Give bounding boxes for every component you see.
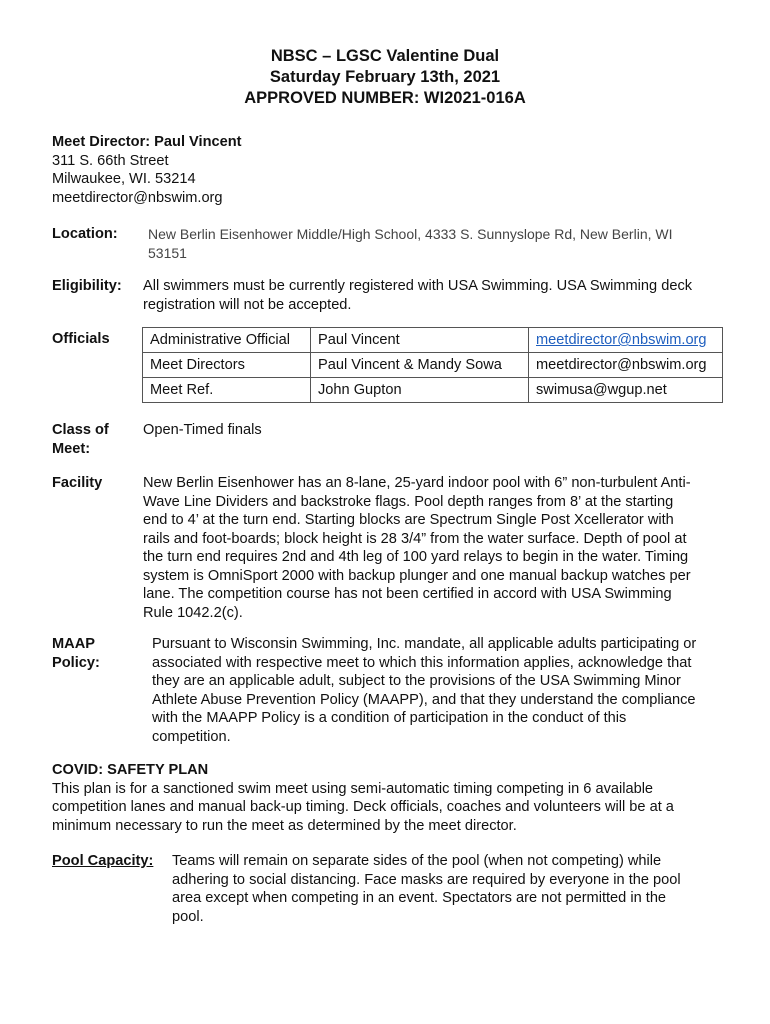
maap-label-line: MAAP bbox=[52, 636, 95, 652]
meet-director-name: Meet Director: Paul Vincent bbox=[52, 134, 242, 150]
director-street: 311 S. 66th Street bbox=[52, 152, 169, 169]
class-of-meet-label bbox=[52, 421, 109, 458]
class-of-meet-value: Open-Timed finals bbox=[143, 422, 262, 438]
table-row bbox=[143, 353, 723, 378]
facility-line: Wave Line Dividers and backstroke flags. Pool depth ranges from 8’ at the starting bbox=[143, 493, 674, 510]
meet-header bbox=[0, 46, 770, 109]
official-email: swimusa@wgup.net bbox=[529, 378, 723, 403]
facility-line: end to 4’ at the turn end. Starting blocks are Spectrum Single Post Xcellerator with bbox=[143, 512, 674, 528]
location-school: New Berlin Eisenhower Middle/High School, bbox=[148, 226, 422, 242]
pool-capacity-line: area except when competing in an event. Spectators are not permitted in the bbox=[172, 890, 667, 906]
meet-director-block bbox=[52, 133, 242, 207]
facility-line: New Berlin Eisenhower has an 8-lane, 25-yard indoor pool with 6” non-turbulent Anti- bbox=[143, 475, 691, 491]
official-email: meetdirector@nbswim.org bbox=[529, 353, 723, 378]
official-name: Paul Vincent & Mandy Sowa bbox=[311, 353, 529, 378]
meet-date: Saturday February 13th, 2021 bbox=[269, 68, 501, 86]
table-row bbox=[143, 378, 723, 403]
covid-heading: COVID: SAFETY PLAN bbox=[52, 762, 209, 778]
official-name: Paul Vincent bbox=[311, 328, 529, 353]
location-address: 4333 S. Sunnyslope Rd, New Berlin, WI bbox=[421, 226, 673, 242]
location-value bbox=[148, 225, 728, 262]
official-role: Meet Directors bbox=[143, 353, 311, 378]
pool-capacity-description bbox=[172, 852, 722, 926]
covid-line: This plan is for a sanctioned swim meet using semi-automatic timing competing in 6 available bbox=[52, 780, 654, 797]
class-of-meet-label-line: Class of bbox=[52, 422, 109, 438]
facility-line: rails and foot-boards; block height is 28 3/4” from the water surface. Depth of pool at bbox=[143, 530, 687, 547]
eligibility-line: registration will not be accepted. bbox=[143, 296, 352, 313]
approved-number: APPROVED NUMBER: WI2021-016A bbox=[244, 89, 526, 107]
location-label: Location: bbox=[52, 226, 118, 242]
pool-capacity-line: pool. bbox=[172, 908, 204, 925]
maap-label bbox=[52, 635, 100, 672]
facility-line: the turn end requires 2nd and 4th leg of 100 yard relays to begin in the water. Timing bbox=[143, 549, 689, 565]
pool-capacity-line: adhering to social distancing. Face masks are required by everyone in the pool bbox=[172, 871, 681, 888]
maap-line: Pursuant to Wisconsin Swimming, Inc. mandate, all applicable adults participating or bbox=[152, 636, 697, 652]
eligibility-line: All swimmers must be currently registered with USA Swimming. USA Swimming deck bbox=[143, 278, 693, 294]
official-name: John Gupton bbox=[311, 378, 529, 403]
covid-line: minimum necessary to run the meet as determined by the meet director. bbox=[52, 817, 517, 834]
officials-table bbox=[142, 327, 723, 403]
maap-line: Athlete Abuse Prevention Policy (MAAPP), and that they understand the compliance bbox=[152, 691, 696, 708]
maap-description bbox=[152, 635, 742, 746]
official-role: Meet Ref. bbox=[143, 378, 311, 403]
pool-capacity-line: Teams will remain on separate sides of the pool (when not competing) while bbox=[172, 853, 662, 869]
director-city: Milwaukee, WI. 53214 bbox=[52, 171, 196, 187]
facility-line: system is OmniSport 2000 with backup plunger and one manual backup watches per bbox=[143, 567, 691, 584]
class-of-meet-label-line: Meet: bbox=[52, 440, 91, 457]
director-email: meetdirector@nbswim.org bbox=[52, 189, 223, 206]
facility-label: Facility bbox=[52, 475, 103, 491]
location-zip: 53151 bbox=[148, 244, 187, 261]
maap-line: they are an applicable adult, subject to the provisions of the USA Swimming Minor bbox=[152, 673, 681, 689]
covid-line: competition lanes and manual back-up timing. Deck officials, coaches and volunteers will be at a bbox=[52, 799, 674, 815]
maap-line: associated with respective meet to which this information applies, acknowledge that bbox=[152, 654, 692, 671]
maap-line: competition. bbox=[152, 728, 231, 745]
facility-line: Rule 1042.2(c). bbox=[143, 604, 243, 621]
official-role: Administrative Official bbox=[143, 328, 311, 353]
covid-safety-plan bbox=[52, 761, 732, 835]
eligibility-value bbox=[143, 277, 733, 314]
maap-line: with the MAAPP Policy is a condition of participation in the conduct of this bbox=[152, 710, 627, 726]
facility-description bbox=[143, 474, 743, 622]
official-email-link[interactable]: meetdirector@nbswim.org bbox=[529, 328, 723, 353]
table-row bbox=[143, 328, 723, 353]
eligibility-label: Eligibility: bbox=[52, 278, 122, 294]
maap-label-line: Policy: bbox=[52, 654, 100, 671]
pool-capacity-label: Pool Capacity: bbox=[52, 853, 154, 869]
meet-title: NBSC – LGSC Valentine Dual bbox=[270, 47, 500, 65]
facility-line: lane. The competition course has not been certified in accord with USA Swimming bbox=[143, 586, 672, 602]
officials-label: Officials bbox=[52, 331, 110, 347]
